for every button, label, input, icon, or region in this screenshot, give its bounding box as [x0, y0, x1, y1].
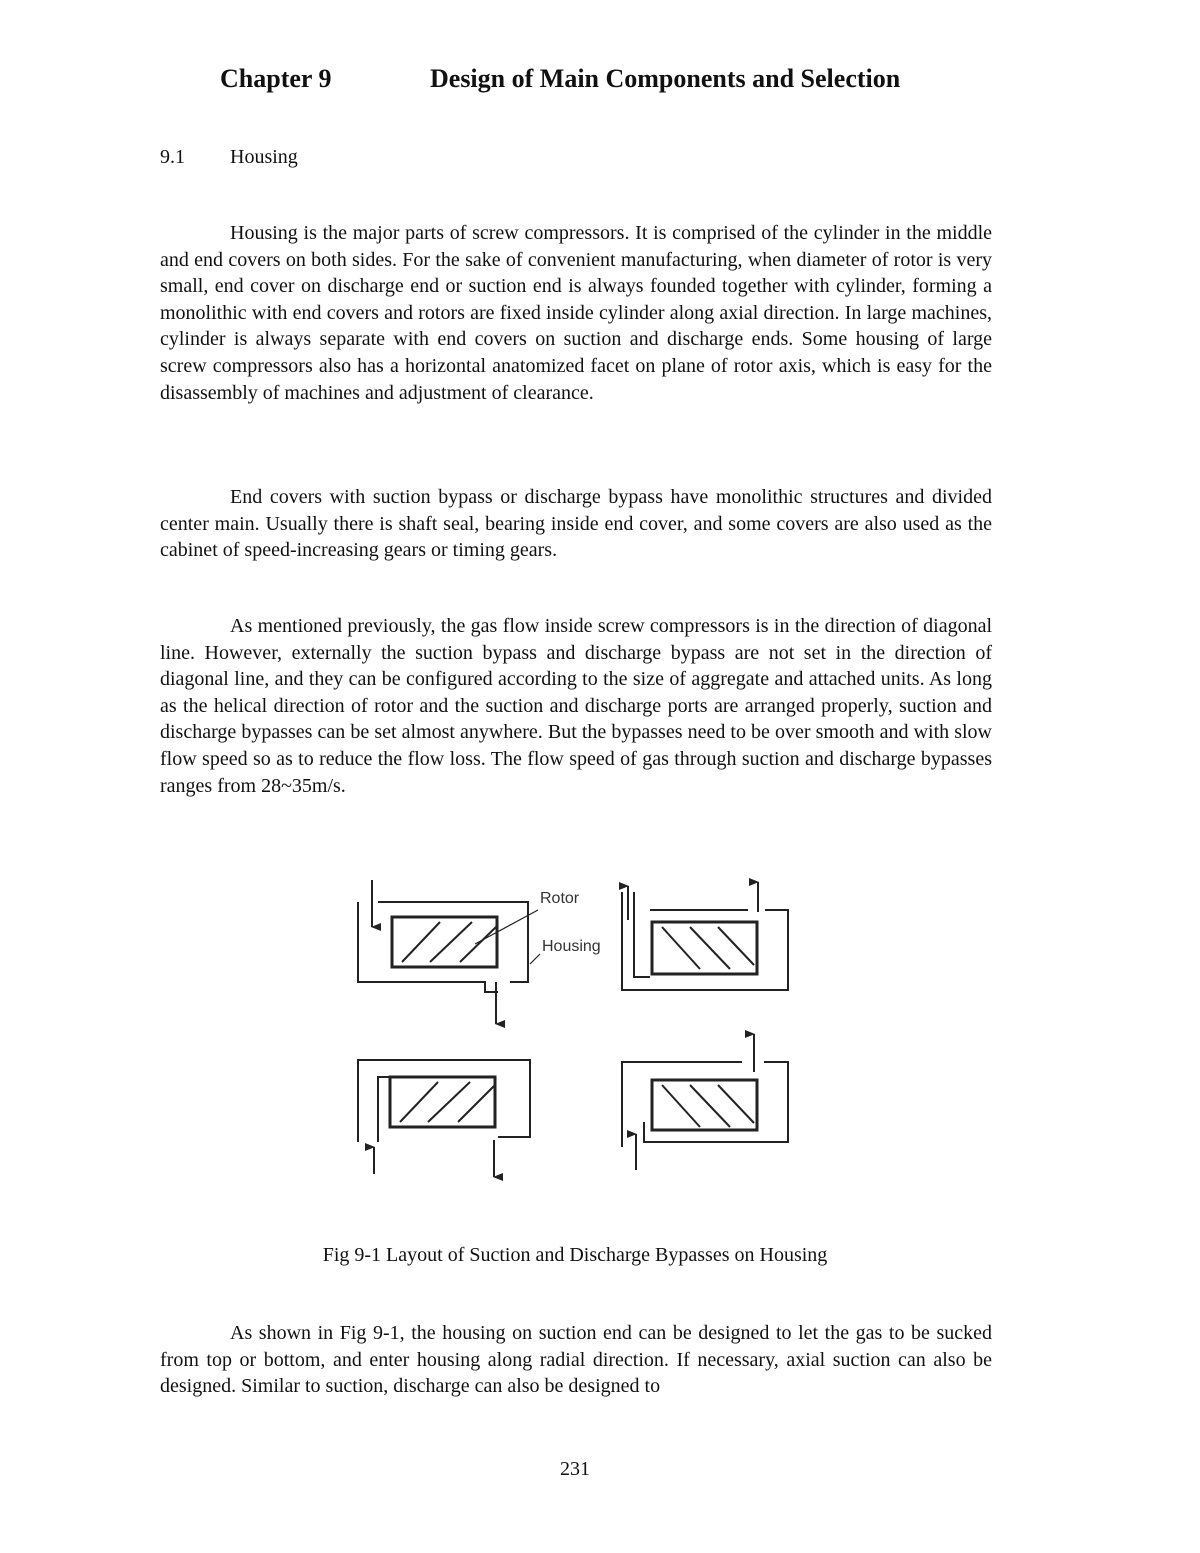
rotor-label: Rotor [540, 890, 580, 907]
paragraph-housing-intro: Housing is the major parts of screw compressors. It is comprised of the cylinder in the middle and end covers on both sides. For the sake of convenient manufacturing, when diameter of rotor is very small, end cover on discharge end or suction end is always founded together with cylinder, forming a monolithic with end covers and rotors are fixed inside cylinder along axial direction. In large machines, cylinder is always separate with end covers on suction and discharge ends. Some housing of large screw compressors also has a horizontal anatomized facet on plane of rotor axis, which is easy for the disassembly of machines and adjustment of clearance. [160, 222, 992, 404]
page-number: 231 [560, 1458, 590, 1480]
housing-label: Housing [542, 938, 601, 955]
figure-caption: Fig 9-1 Layout of Suction and Discharge Bypasses on Housing [322, 1244, 828, 1266]
paragraph-suction-design: As shown in Fig 9-1, the housing on suction end can be designed to let the gas to be sucked from top or bottom, and enter housing along radial direction. If necessary, axial suction can also be designed. Similar to suction, discharge can also be designed to [160, 1322, 992, 1398]
diagram-top-left [358, 880, 528, 1024]
chapter-heading [220, 64, 980, 104]
paragraph-gas-flow: As mentioned previously, the gas flow inside screw compressors is in the direction of diagonal line. However, externally the suction bypass and discharge bypass are not set in the direction of diagonal line, and they can be configured according to the size of aggregate and attached units. As long as the helical direction of rotor and the suction and discharge ports are arranged properly, suction and discharge bypasses can be set almost anywhere. But the bypasses need to be over smooth and with slow flow speed so as to reduce the flow loss. The flow speed of gas through suction and discharge bypasses ranges from 28~35m/s. [160, 615, 992, 797]
diagram-top-right [622, 882, 788, 990]
bypass-layout-diagram [350, 872, 810, 1192]
chapter-title: Design of Main Components and Selection [430, 64, 901, 93]
paragraph-end-covers: End covers with suction bypass or discharge bypass have monolithic structures and divided center main. Usually there is shaft seal, bearing inside end cover, and some covers are also used as the cabinet of speed-increasing gears or timing gears. [160, 486, 992, 562]
housing-leader-line [530, 954, 540, 964]
chapter-number: Chapter 9 [220, 64, 332, 93]
section-title: Housing [230, 146, 298, 168]
diagram-bottom-left [358, 1060, 530, 1177]
section-number: 9.1 [160, 146, 185, 168]
diagram-bottom-right [622, 1034, 788, 1170]
figure-bypass-layout [350, 872, 810, 1192]
